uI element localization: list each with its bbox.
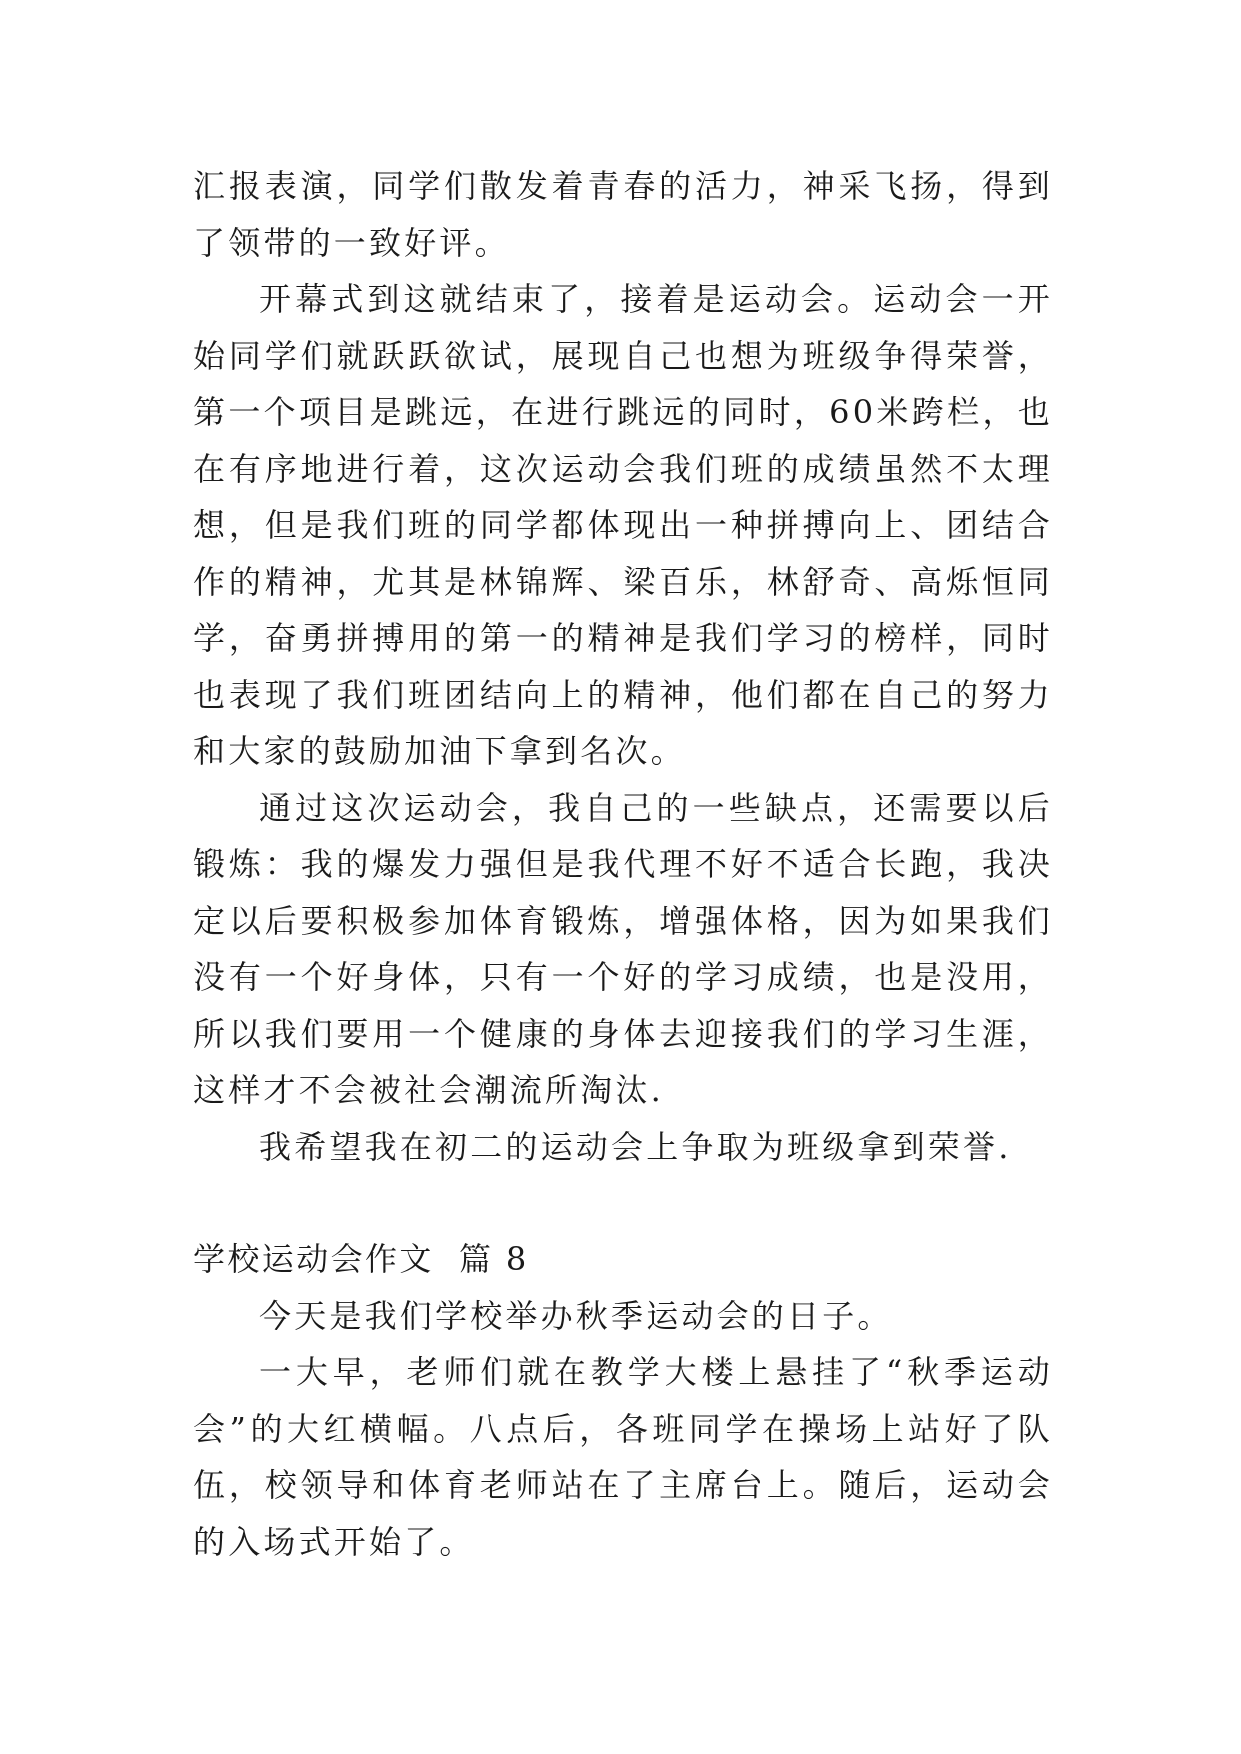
paragraph-self-reflection: 通过这次运动会，我自己的一些缺点，还需要以后锻炼：我的爆发力强但是我代理不好不适合长跑，我决定以后要积极参加体育锻炼，增强体格，因为如果我们没有一个好身体，只有一个好的学习成绩，也是没用，所以我们要用一个健康的身体去迎接我们的学习生涯，这样才不会被社会潮流所淘汰. [193, 788, 1053, 1109]
paragraph-hope: 我希望我在初二的运动会上争取为班级拿到荣誉. [259, 1127, 1012, 1166]
section-gap [193, 1175, 1053, 1231]
paragraph-continuation: 汇报表演，同学们散发着青春的活力，神采飞扬，得到了领带的一致好评。 [193, 167, 1053, 262]
paragraph-opening-ceremony-end: 开幕式到这就结束了，接着是运动会。运动会一开始同学们就跃跃欲试，展现自己也想为班级争得荣誉，第一个项目是跳远，在进行跳远的同时，60米跨栏，也在有序地进行着，这次运动会我们班的成绩虽然不太理想，但是我们班的同学都体现出一种拼搏向上、团结合作的精神，尤其是林锦辉、梁百乐，林舒奇、高烁恒同学，奋勇拼搏用的第一的精神是我们学习的榜样，同时也表现了我们班团结向上的精神，他们都在自己的努力和大家的鼓励加油下拿到名次。 [193, 280, 1053, 770]
paragraph-morning-ceremony: 一大早，老师们就在教学大楼上悬挂了“秋季运动会”的大红横幅。八点后，各班同学在操场上站好了队伍，校领导和体育老师站在了主席台上。随后，运动会的入场式开始了。 [193, 1353, 1053, 1561]
document-page [193, 158, 1053, 1570]
section-heading: 学校运动会作文 篇 8 [193, 1240, 529, 1278]
paragraph-sports-day-intro: 今天是我们学校举办秋季运动会的日子。 [259, 1296, 893, 1335]
